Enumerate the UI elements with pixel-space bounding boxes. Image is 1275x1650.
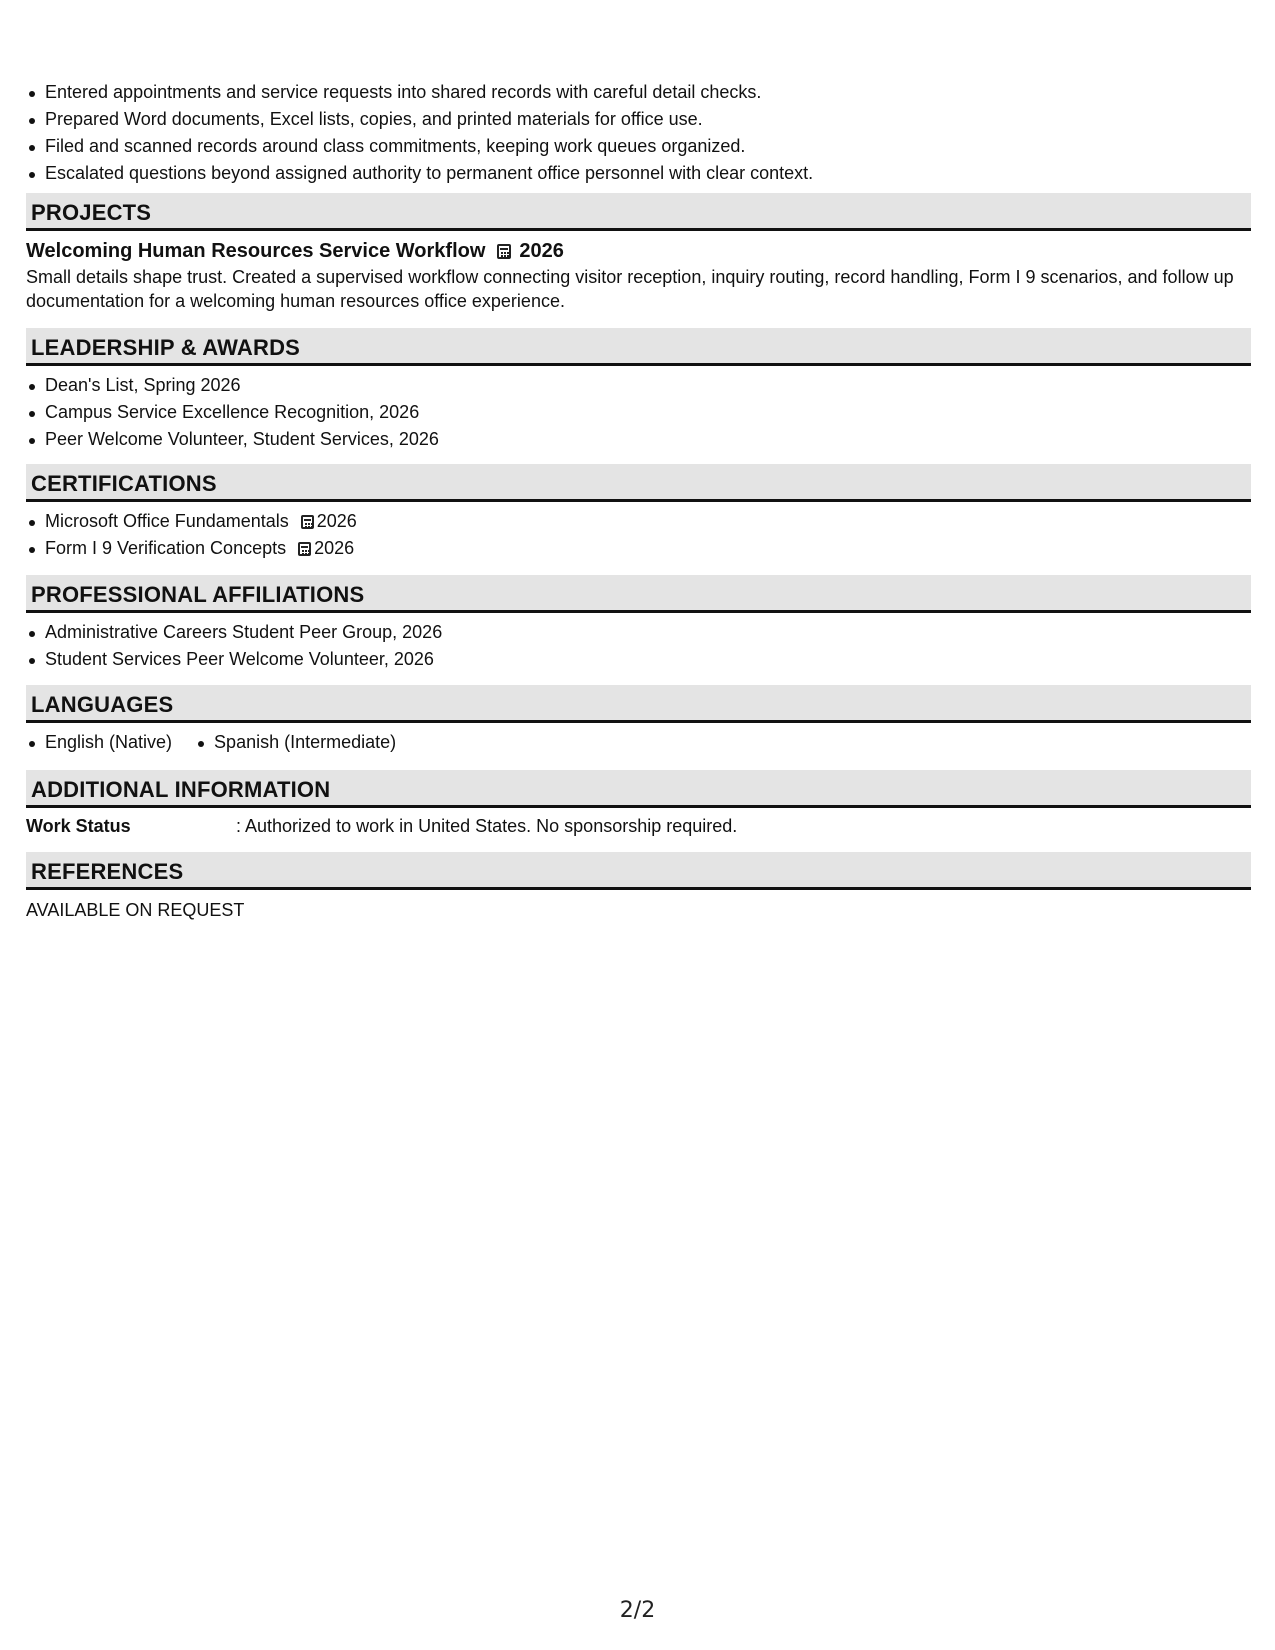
list-item: Entered appointments and service requests into shared records with careful detail checks. bbox=[45, 79, 813, 106]
project-year: 2026 bbox=[519, 240, 564, 262]
project-title: Welcoming Human Resources Service Workflow bbox=[26, 240, 486, 262]
calendar-icon bbox=[298, 542, 311, 556]
section-title: PROJECTS bbox=[31, 200, 152, 225]
section-title: PROFESSIONAL AFFILIATIONS bbox=[31, 582, 365, 607]
work-status-row bbox=[26, 814, 1251, 838]
section-header-projects bbox=[26, 193, 1251, 231]
section-header-additional-information bbox=[26, 770, 1251, 808]
section-header-leadership bbox=[26, 328, 1251, 366]
certification-name: Microsoft Office Fundamentals bbox=[45, 511, 289, 531]
list-item bbox=[45, 508, 1270, 535]
work-status-label: Work Status bbox=[26, 816, 131, 836]
list-item: Peer Welcome Volunteer, Student Services, 2026 bbox=[45, 426, 1270, 453]
list-item: Student Services Peer Welcome Volunteer, 2026 bbox=[45, 646, 1270, 673]
list-item: Campus Service Excellence Recognition, 2026 bbox=[45, 399, 1270, 426]
list-item: Spanish (Intermediate) bbox=[214, 729, 396, 756]
references-text: AVAILABLE ON REQUEST bbox=[26, 900, 245, 920]
list-item bbox=[45, 535, 1270, 562]
certification-year: 2026 bbox=[314, 538, 355, 558]
calendar-icon bbox=[301, 515, 314, 529]
certification-year: 2026 bbox=[316, 511, 357, 531]
list-item: Prepared Word documents, Excel lists, copies, and printed materials for office use. bbox=[45, 106, 813, 133]
certifications-list bbox=[26, 508, 1270, 562]
list-item: Filed and scanned records around class commitments, keeping work queues organized. bbox=[45, 133, 813, 160]
section-header-certifications bbox=[26, 464, 1251, 502]
experience-bullet-list bbox=[26, 79, 813, 187]
section-header-languages bbox=[26, 685, 1251, 723]
list-item: English (Native) bbox=[45, 729, 172, 756]
section-title: LANGUAGES bbox=[31, 692, 174, 717]
list-item: Escalated questions beyond assigned authority to permanent office personnel with clear context. bbox=[45, 160, 813, 187]
project-title-row bbox=[26, 237, 1251, 265]
section-header-affiliations bbox=[26, 575, 1251, 613]
section-title: REFERENCES bbox=[31, 859, 184, 884]
section-title: CERTIFICATIONS bbox=[31, 471, 217, 496]
languages-list bbox=[26, 729, 1270, 756]
certification-name: Form I 9 Verification Concepts bbox=[45, 538, 287, 558]
project-entry bbox=[26, 237, 1251, 313]
affiliations-list bbox=[26, 619, 1270, 673]
section-title: ADDITIONAL INFORMATION bbox=[31, 777, 331, 802]
leadership-list bbox=[26, 372, 1270, 453]
work-status-value: : Authorized to work in United States. No sponsorship required. bbox=[236, 816, 738, 836]
project-description: Small details shape trust. Created a supervised workflow connecting visitor reception, inquiry routing, record handling, Form I 9 scenarios, and follow up documentation for a welcoming human resources office experience. bbox=[26, 267, 1234, 311]
section-header-references bbox=[26, 852, 1251, 890]
section-title: LEADERSHIP & AWARDS bbox=[31, 335, 301, 360]
list-item: Dean's List, Spring 2026 bbox=[45, 372, 1270, 399]
page-number: 2/2 bbox=[619, 1598, 656, 1623]
calendar-icon bbox=[497, 244, 511, 259]
list-item: Administrative Careers Student Peer Group, 2026 bbox=[45, 619, 1270, 646]
